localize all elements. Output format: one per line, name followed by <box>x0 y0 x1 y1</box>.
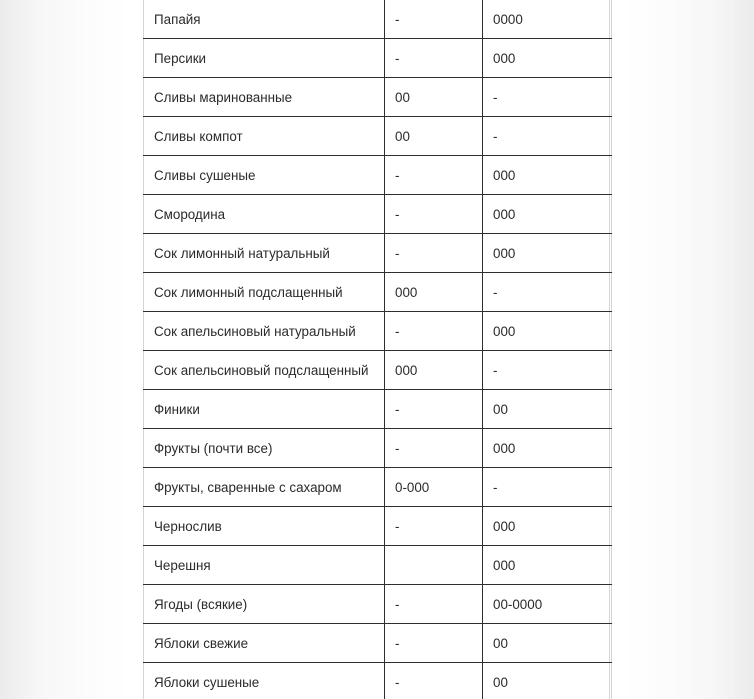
value-cell-col2: 00 <box>385 117 483 156</box>
table-row <box>144 546 612 585</box>
value-cell-col2: - <box>385 663 483 699</box>
value-cell-col3: 000 <box>483 507 612 546</box>
product-name-cell: Папайя <box>144 0 385 39</box>
food-table <box>143 0 612 699</box>
value-cell-col2: 0-000 <box>385 468 483 507</box>
value-cell-col3: - <box>483 468 612 507</box>
product-name-cell: Фрукты (почти все) <box>144 429 385 468</box>
product-name-cell: Яблоки сушеные <box>144 663 385 699</box>
table-row <box>144 507 612 546</box>
table-row <box>144 234 612 273</box>
table-row <box>144 468 612 507</box>
value-cell-col3: 00-0000 <box>483 585 612 624</box>
product-name-cell: Сок апельсиновый натуральный <box>144 312 385 351</box>
value-cell-col3: 000 <box>483 234 612 273</box>
value-cell-col2: - <box>385 156 483 195</box>
table-body <box>144 0 612 699</box>
value-cell-col3: - <box>483 117 612 156</box>
product-name-cell: Фрукты, сваренные с сахаром <box>144 468 385 507</box>
product-name-cell: Смородина <box>144 195 385 234</box>
table-row <box>144 273 612 312</box>
product-name-cell: Сливы компот <box>144 117 385 156</box>
table-row <box>144 156 612 195</box>
value-cell-col3: 00 <box>483 663 612 699</box>
product-name-cell: Сливы сушеные <box>144 156 385 195</box>
product-name-cell: Финики <box>144 390 385 429</box>
value-cell-col3: - <box>483 273 612 312</box>
value-cell-col2: - <box>385 234 483 273</box>
value-cell-col2: 000 <box>385 351 483 390</box>
value-cell-col3: 000 <box>483 429 612 468</box>
value-cell-col2: - <box>385 390 483 429</box>
value-cell-col3: 000 <box>483 39 612 78</box>
value-cell-col2: - <box>385 39 483 78</box>
table-row <box>144 117 612 156</box>
product-name-cell: Яблоки свежие <box>144 624 385 663</box>
value-cell-col3: 000 <box>483 195 612 234</box>
table-row <box>144 624 612 663</box>
product-name-cell: Сок лимонный натуральный <box>144 234 385 273</box>
value-cell-col3: 00 <box>483 390 612 429</box>
value-cell-col2: - <box>385 0 483 39</box>
value-cell-col3: 00 <box>483 624 612 663</box>
value-cell-col2: 00 <box>385 78 483 117</box>
value-cell-col2: - <box>385 429 483 468</box>
product-name-cell: Сок лимонный подслащенный <box>144 273 385 312</box>
table-row <box>144 0 612 39</box>
value-cell-col3: - <box>483 351 612 390</box>
value-cell-col2 <box>385 546 483 585</box>
product-name-cell: Персики <box>144 39 385 78</box>
value-cell-col2: 000 <box>385 273 483 312</box>
value-cell-col3: 000 <box>483 156 612 195</box>
table-row <box>144 312 612 351</box>
table-row <box>144 78 612 117</box>
table-row <box>144 195 612 234</box>
table-row <box>144 351 612 390</box>
product-name-cell: Сок апельсиновый подслащенный <box>144 351 385 390</box>
table-row <box>144 585 612 624</box>
value-cell-col2: - <box>385 624 483 663</box>
value-cell-col3: 000 <box>483 546 612 585</box>
table-row <box>144 39 612 78</box>
table-row <box>144 390 612 429</box>
value-cell-col2: - <box>385 585 483 624</box>
value-cell-col2: - <box>385 195 483 234</box>
value-cell-col3: - <box>483 78 612 117</box>
table-row <box>144 663 612 699</box>
product-name-cell: Чернослив <box>144 507 385 546</box>
table-row <box>144 429 612 468</box>
value-cell-col2: - <box>385 312 483 351</box>
product-name-cell: Ягоды (всякие) <box>144 585 385 624</box>
value-cell-col2: - <box>385 507 483 546</box>
product-name-cell: Сливы маринованные <box>144 78 385 117</box>
value-cell-col3: 000 <box>483 312 612 351</box>
value-cell-col3: 0000 <box>483 0 612 39</box>
product-name-cell: Черешня <box>144 546 385 585</box>
